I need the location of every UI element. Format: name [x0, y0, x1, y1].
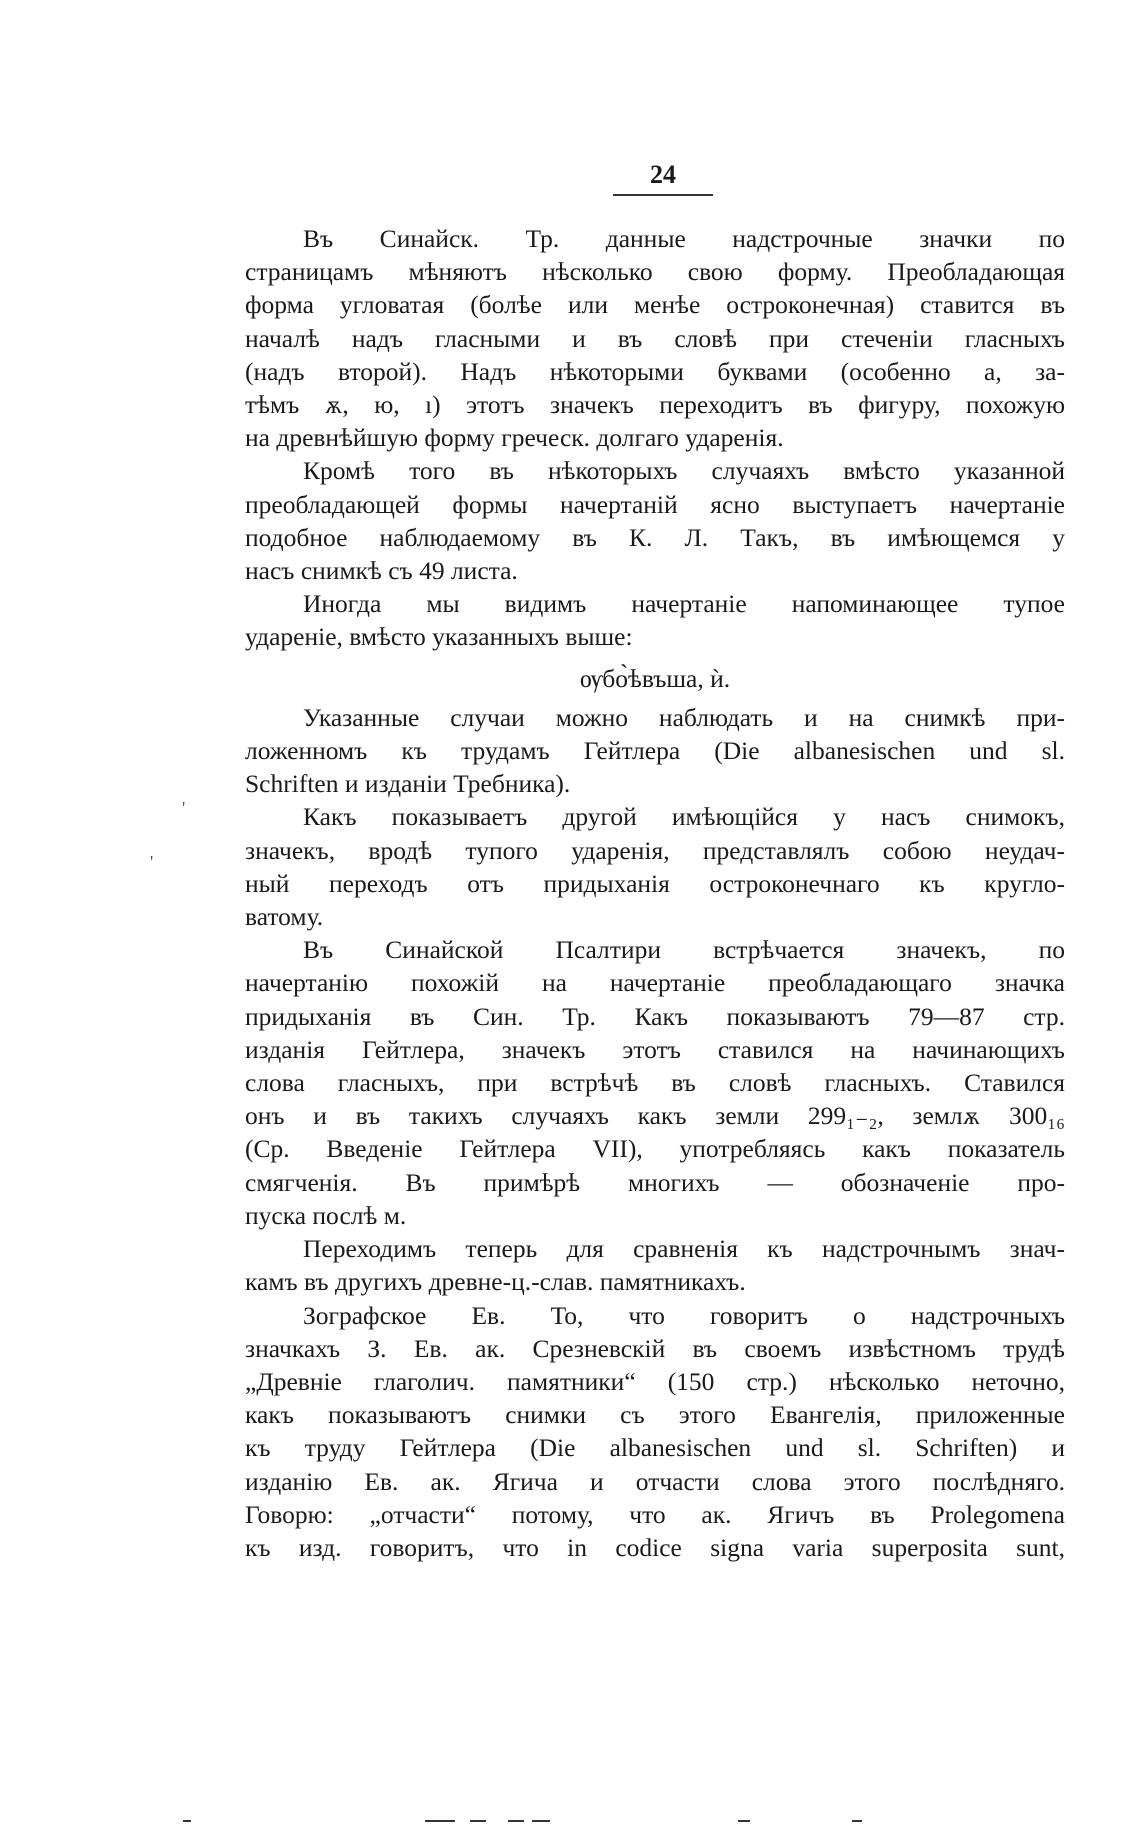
text-line: изданію Ев. ак. Ягича и отчасти слова этого послѣдняго. — [245, 1466, 1065, 1496]
text-line: началѣ надъ гласными и въ словѣ при стеченіи гласныхъ — [245, 323, 1065, 353]
text-line: онъ и въ такихъ случаяхъ какъ земли 299₁₋₂, землѫ 300₁₆ — [245, 1101, 1065, 1131]
text-line: (надъ второй). Надъ нѣкоторыми буквами (особенно а, за- — [245, 356, 1065, 386]
text-line: ный переходъ отъ придыханія остроконечнаго къ кругло- — [245, 868, 1065, 898]
text-line: Какъ показываетъ другой имѣющійся у насъ снимокъ, — [303, 802, 1065, 832]
text-line: смягченія. Въ примѣрѣ многихъ — обозначеніе про- — [245, 1167, 1065, 1197]
text-line: Иногда мы видимъ начертаніе напоминающее тупое — [303, 589, 1065, 619]
text-line: значкахъ З. Ев. ак. Срезневскій въ своемъ извѣстномъ трудѣ — [245, 1333, 1065, 1363]
page-number: 24 — [613, 160, 713, 196]
text-line: „Древніе глаголич. памятники“ (150 стр.) нѣсколько неточно, — [245, 1366, 1065, 1396]
text-line: (Ср. Введеніе Гейтлера VII), употребляясь какъ показатель — [245, 1134, 1065, 1164]
text-line: изданія Гейтлера, значекъ этотъ ставился на начинающихъ — [245, 1034, 1065, 1064]
margin-mark: ' — [150, 852, 154, 872]
text-line: какъ показываютъ снимки съ этого Евангелія, приложенные — [245, 1400, 1065, 1430]
page — [245, 160, 1065, 1564]
text-line: пуска послѣ м. — [245, 1200, 407, 1230]
text-line: Schriften и изданіи Требника). — [245, 769, 571, 799]
text-line: Говорю: „отчасти“ потому, что ак. Ягичъ въ Prolegomena — [245, 1499, 1065, 1529]
text-line: камъ въ другихъ древне-ц.-слав. памятникахъ. — [245, 1267, 746, 1297]
text-line: Зографское Ев. То, что говоритъ о надстрочныхъ — [303, 1300, 1065, 1330]
body-text — [245, 222, 1065, 1564]
text-line: Въ Синайск. Тр. данные надстрочные значки по — [303, 224, 1065, 253]
text-line: Переходимъ теперь для сравненія къ надстрочнымъ знач- — [303, 1234, 1065, 1264]
text-line: Кромѣ того въ нѣкоторыхъ случаяхъ вмѣсто указанной — [303, 456, 1065, 486]
text-line: подобное наблюдаемому въ К. Л. Такъ, въ имѣющемся у — [245, 522, 1065, 552]
text-line: ватому. — [245, 902, 324, 932]
text-line: тѣмъ ѫ, ю, ı) этотъ значекъ переходитъ въ фигуру, похожую — [245, 390, 1065, 420]
text-line: Въ Синайской Псалтири встрѣчается значекъ, по — [303, 935, 1065, 965]
text-line: страницамъ мѣняютъ нѣсколько свою форму. Преобладающая — [245, 257, 1065, 287]
scan-footer-marks — [0, 1820, 1140, 1826]
text-line: слова гласныхъ, при встрѣчѣ въ словѣ гласныхъ. Ставился — [245, 1068, 1065, 1098]
text-line: преобладающей формы начертаній ясно выступаетъ начертаніе — [245, 489, 1065, 519]
text-line: придыханія въ Син. Тр. Какъ показываютъ 79—87 стр. — [245, 1001, 1065, 1031]
text-line: ѹбо̀ѣвъша, ѝ. — [579, 663, 731, 693]
text-line: Указанные случаи можно наблюдать и на снимкѣ при- — [303, 702, 1065, 732]
text-line: форма угловатая (болѣе или менѣе остроконечная) ставится въ — [245, 290, 1065, 320]
text-line: удареніе, вмѣсто указанныхъ выше: — [245, 622, 633, 652]
text-line: къ труду Гейтлера (Die albanesischen und sl. Schriften) и — [245, 1433, 1065, 1463]
text-line: къ изд. говоритъ, что in codice signa varia superposita sunt, — [245, 1532, 1065, 1562]
text-line: ложенномъ къ трудамъ Гейтлера (Die albanesischen und sl. — [245, 736, 1065, 766]
text-line: начертанію похожій на начертаніе преобладающаго значка — [245, 968, 1065, 998]
text-line: насъ снимкѣ съ 49 листа. — [245, 556, 518, 586]
margin-mark: ' — [182, 798, 186, 818]
text-line: на древнѣйшую форму греческ. долгаго ударенія. — [245, 423, 784, 453]
text-line: значекъ, вродѣ тупого ударенія, представлялъ собою неудач- — [245, 835, 1065, 865]
